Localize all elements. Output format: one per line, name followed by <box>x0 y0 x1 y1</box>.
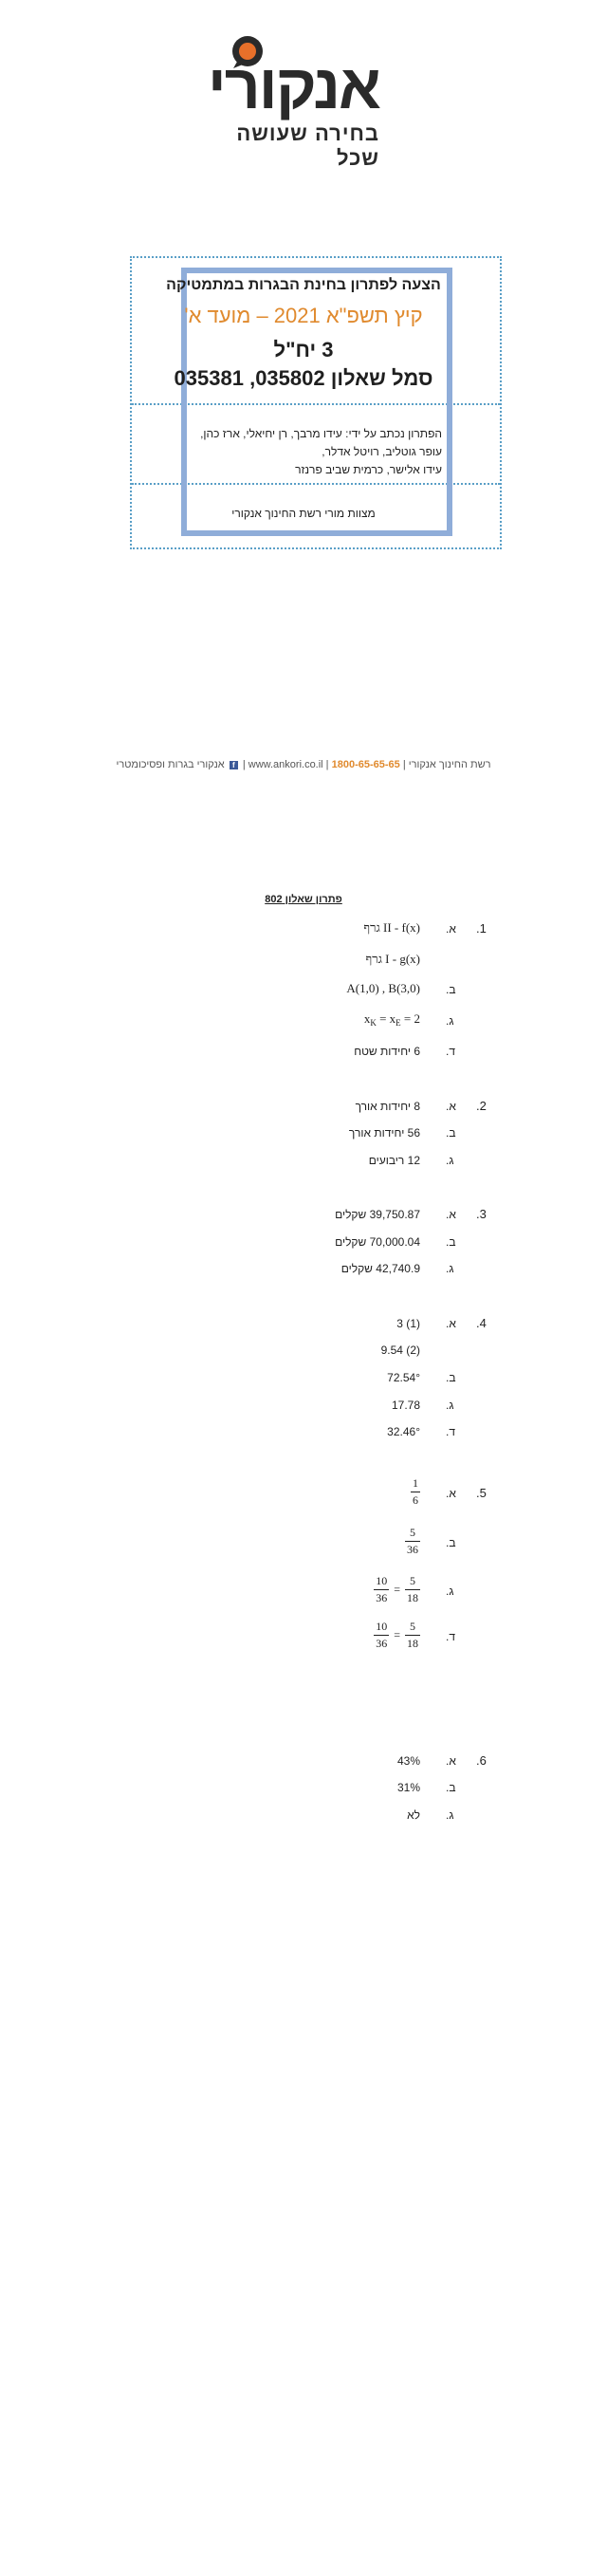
answer: 42,740.9 שקלים <box>340 1262 420 1275</box>
answer: 43% <box>396 1754 420 1768</box>
fraction-answer <box>405 1526 420 1557</box>
ankori-logo <box>190 27 417 170</box>
answer-text: גרף II - f(x) <box>363 920 420 935</box>
answer: לא <box>407 1808 420 1822</box>
answer-text: גרף I - g(x) <box>365 952 420 966</box>
sub-label: ג. <box>446 1262 454 1275</box>
answer: 70,000.04 שקלים <box>335 1235 420 1249</box>
sub-label: ד. <box>446 1425 455 1438</box>
question-number: 1. <box>476 921 487 936</box>
phone-number[interactable]: 1800-65-65-65 <box>331 759 400 770</box>
math-subscript: E <box>395 1018 401 1028</box>
facebook-page-name[interactable]: אנקורי בגרות ופסיכומטרי <box>116 759 225 770</box>
answer <box>363 920 420 936</box>
sub-label: ג. <box>446 1585 454 1598</box>
sub-label: ד. <box>446 1630 455 1643</box>
exam-season: קיץ תשפ"א 2021 – מועד א' <box>184 304 423 327</box>
facebook-icon[interactable]: f <box>230 761 238 769</box>
fraction-answer <box>411 1476 420 1508</box>
answer: 12 ריבועים <box>368 1154 420 1167</box>
authors-line: עופר גוטליב, רויטל אדלר, <box>322 445 442 458</box>
exam-title: הצעה לפתרון בחינת הבגרות במתמטיקה <box>166 277 441 293</box>
answer: (2) 9.54 <box>380 1344 420 1357</box>
answer <box>364 1011 420 1028</box>
sub-label: ג. <box>446 1014 454 1028</box>
question-number: 3. <box>476 1207 487 1221</box>
answer: 8 יחידות אורך <box>355 1100 420 1113</box>
fraction: $\frac{5}{36}$ <box>407 1526 418 1556</box>
authors-block <box>190 425 442 479</box>
question-number: 5. <box>476 1486 487 1500</box>
sub-label: ג. <box>446 1154 454 1167</box>
sub-label: ג. <box>446 1808 454 1822</box>
fraction: $\frac{10}{36}$ <box>376 1620 388 1650</box>
fraction: $\frac{5}{18}$ <box>407 1574 418 1604</box>
authors-line: עידו אלישר, כרמית שביב פרנזר <box>295 463 442 476</box>
sub-label: ד. <box>446 1045 455 1058</box>
sub-label: א. <box>446 1208 456 1221</box>
math-subscript: K <box>370 1018 377 1028</box>
sub-label: ב. <box>446 1235 456 1249</box>
answer: 56 יחידות אורך <box>348 1126 420 1140</box>
sub-label: ב. <box>446 983 456 996</box>
answer <box>366 952 421 967</box>
authors-line: הפתרון נכתב על ידי: עידו מרבך, רן יחיאלי, ארז כהן, <box>200 427 442 440</box>
fraction-answer <box>374 1620 420 1651</box>
website-link[interactable]: | www.ankori.co.il | <box>242 759 329 770</box>
sub-label: א. <box>446 1754 456 1768</box>
answer: 31% <box>396 1781 420 1794</box>
fraction-answer <box>374 1574 420 1605</box>
sub-label: ב. <box>446 1371 456 1384</box>
answer: (1) 3 <box>396 1317 420 1330</box>
question-number: 6. <box>476 1753 487 1768</box>
math-symbol: = 2 <box>400 1011 420 1026</box>
fraction: $\frac{10}{36}$ <box>376 1574 388 1604</box>
sub-label: א. <box>446 1100 456 1113</box>
answer: 32.46° <box>387 1425 420 1438</box>
exam-code: סמל שאלון 035802, 035381 <box>174 366 433 390</box>
answer: 17.78 <box>391 1399 420 1412</box>
logo-tagline: בחירה שעושה שכל <box>236 121 379 170</box>
network-name: רשת החינוך אנקורי | <box>402 759 491 770</box>
math-symbol: x <box>363 1011 371 1026</box>
answer: 39,750.87 שקלים <box>335 1208 420 1221</box>
solution-title: פתרון שאלון 802 <box>265 894 342 905</box>
equals-sign: = <box>394 1628 400 1641</box>
sub-label: ב. <box>446 1536 456 1549</box>
math-symbol: = x <box>376 1011 396 1026</box>
question-number: 4. <box>476 1316 487 1330</box>
sub-label: א. <box>446 1317 456 1330</box>
sub-label: א. <box>446 922 456 936</box>
question-number: 2. <box>476 1099 487 1113</box>
sub-label: ג. <box>446 1399 454 1412</box>
answer: 6 יחידות שטח <box>354 1045 420 1058</box>
answer: 72.54° <box>387 1371 420 1384</box>
sub-label: ב. <box>446 1126 456 1140</box>
fraction: $\frac{5}{18}$ <box>407 1620 418 1650</box>
sub-label: ב. <box>446 1781 456 1794</box>
staff-credit: מצוות מורי רשת החינוך אנקורי <box>231 507 376 520</box>
exam-units: 3 יח"ל <box>273 338 334 361</box>
contact-footer <box>0 759 607 770</box>
sub-label: א. <box>446 1487 456 1500</box>
fraction: $\frac{1}{6}$ <box>413 1476 418 1507</box>
answer: A(1,0) , B(3,0) <box>346 981 420 995</box>
equals-sign: = <box>394 1583 400 1596</box>
logo-wordmark: אנקורי <box>207 51 379 121</box>
cover-frame <box>130 256 502 549</box>
